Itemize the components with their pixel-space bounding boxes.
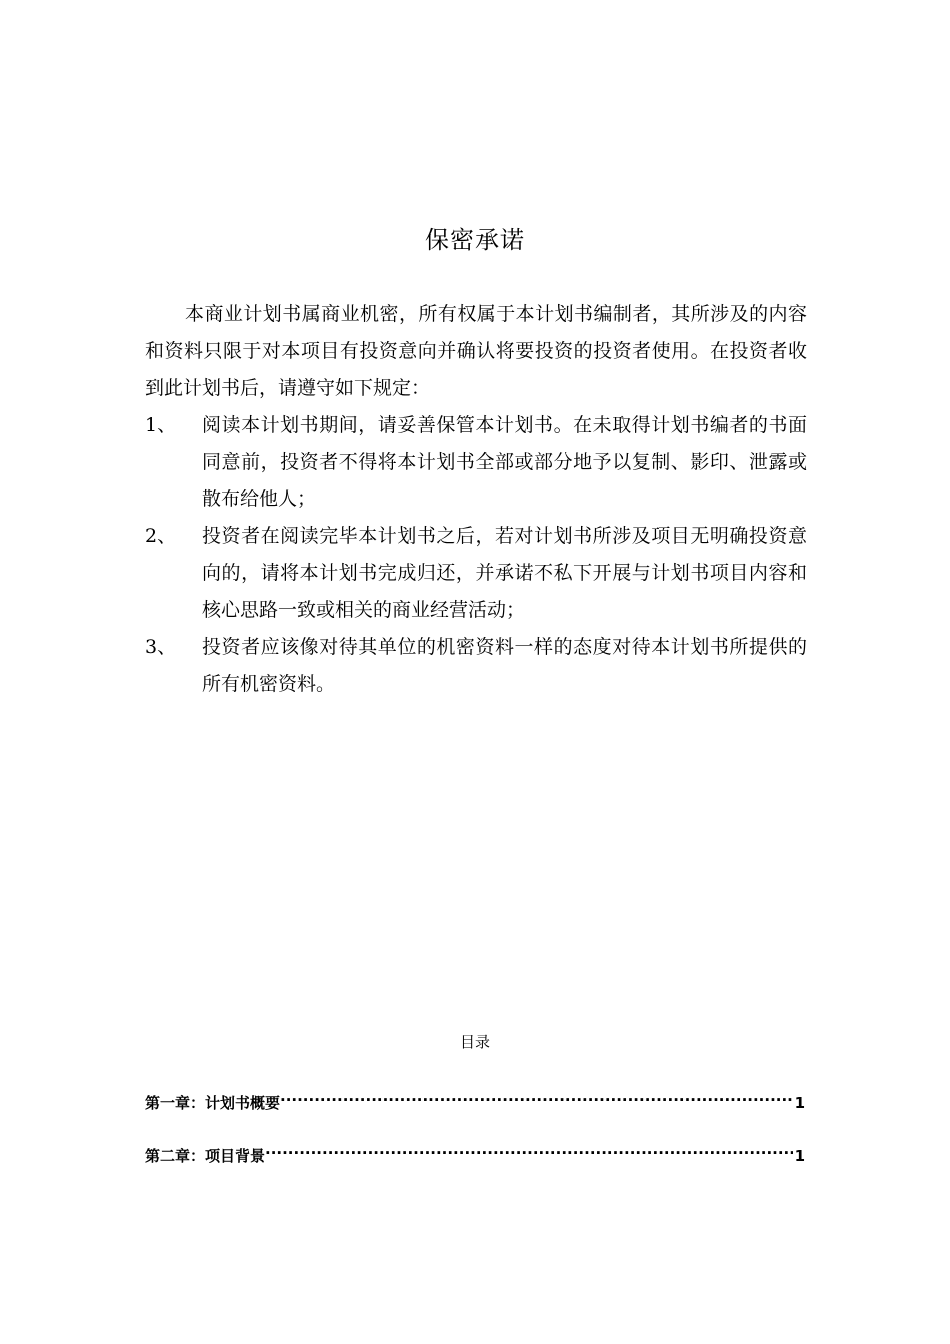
toc-entry-label: 第一章：计划书概要 — [145, 1094, 281, 1112]
rule-text: 阅读本计划书期间，请妥善保管本计划书。在未取得计划书编者的书面同意前，投资者不得将本计划书全部或部分地予以复制、影印、泄露或散布给他人； — [202, 414, 807, 510]
rules-list — [145, 407, 807, 703]
rule-item — [145, 518, 807, 629]
toc-entry-page: 1 — [794, 1094, 805, 1112]
toc-entry[interactable] — [145, 1137, 805, 1165]
toc-entry-page: 1 — [794, 1147, 805, 1165]
confidentiality-title: 保密承诺 — [425, 226, 525, 254]
table-of-contents — [145, 1084, 805, 1190]
rule-item — [145, 407, 807, 518]
toc-entry[interactable] — [145, 1084, 805, 1112]
rule-number: 3、 — [145, 636, 177, 658]
rule-text: 投资者在阅读完毕本计划书之后，若对计划书所涉及项目无明确投资意向的，请将本计划书完成归还，并承诺不私下开展与计划书项目内容和核心思路一致或相关的商业经营活动； — [202, 525, 807, 621]
confidentiality-intro: 本商业计划书属商业机密，所有权属于本计划书编制者，其所涉及的内容和资料只限于对本项目有投资意向并确认将要投资的投资者使用。在投资者收到此计划书后，请遵守如下规定： — [145, 303, 807, 399]
rule-text: 投资者应该像对待其单位的机密资料一样的态度对待本计划书所提供的所有机密资料。 — [202, 636, 807, 695]
rule-number: 1、 — [145, 414, 177, 436]
rule-item — [145, 629, 807, 703]
toc-leader-dots — [280, 1084, 793, 1108]
rule-number: 2、 — [145, 525, 177, 547]
toc-entry-label: 第二章：项目背景 — [145, 1147, 266, 1165]
toc-title: 目录 — [459, 1033, 490, 1051]
toc-leader-dots — [265, 1137, 793, 1161]
